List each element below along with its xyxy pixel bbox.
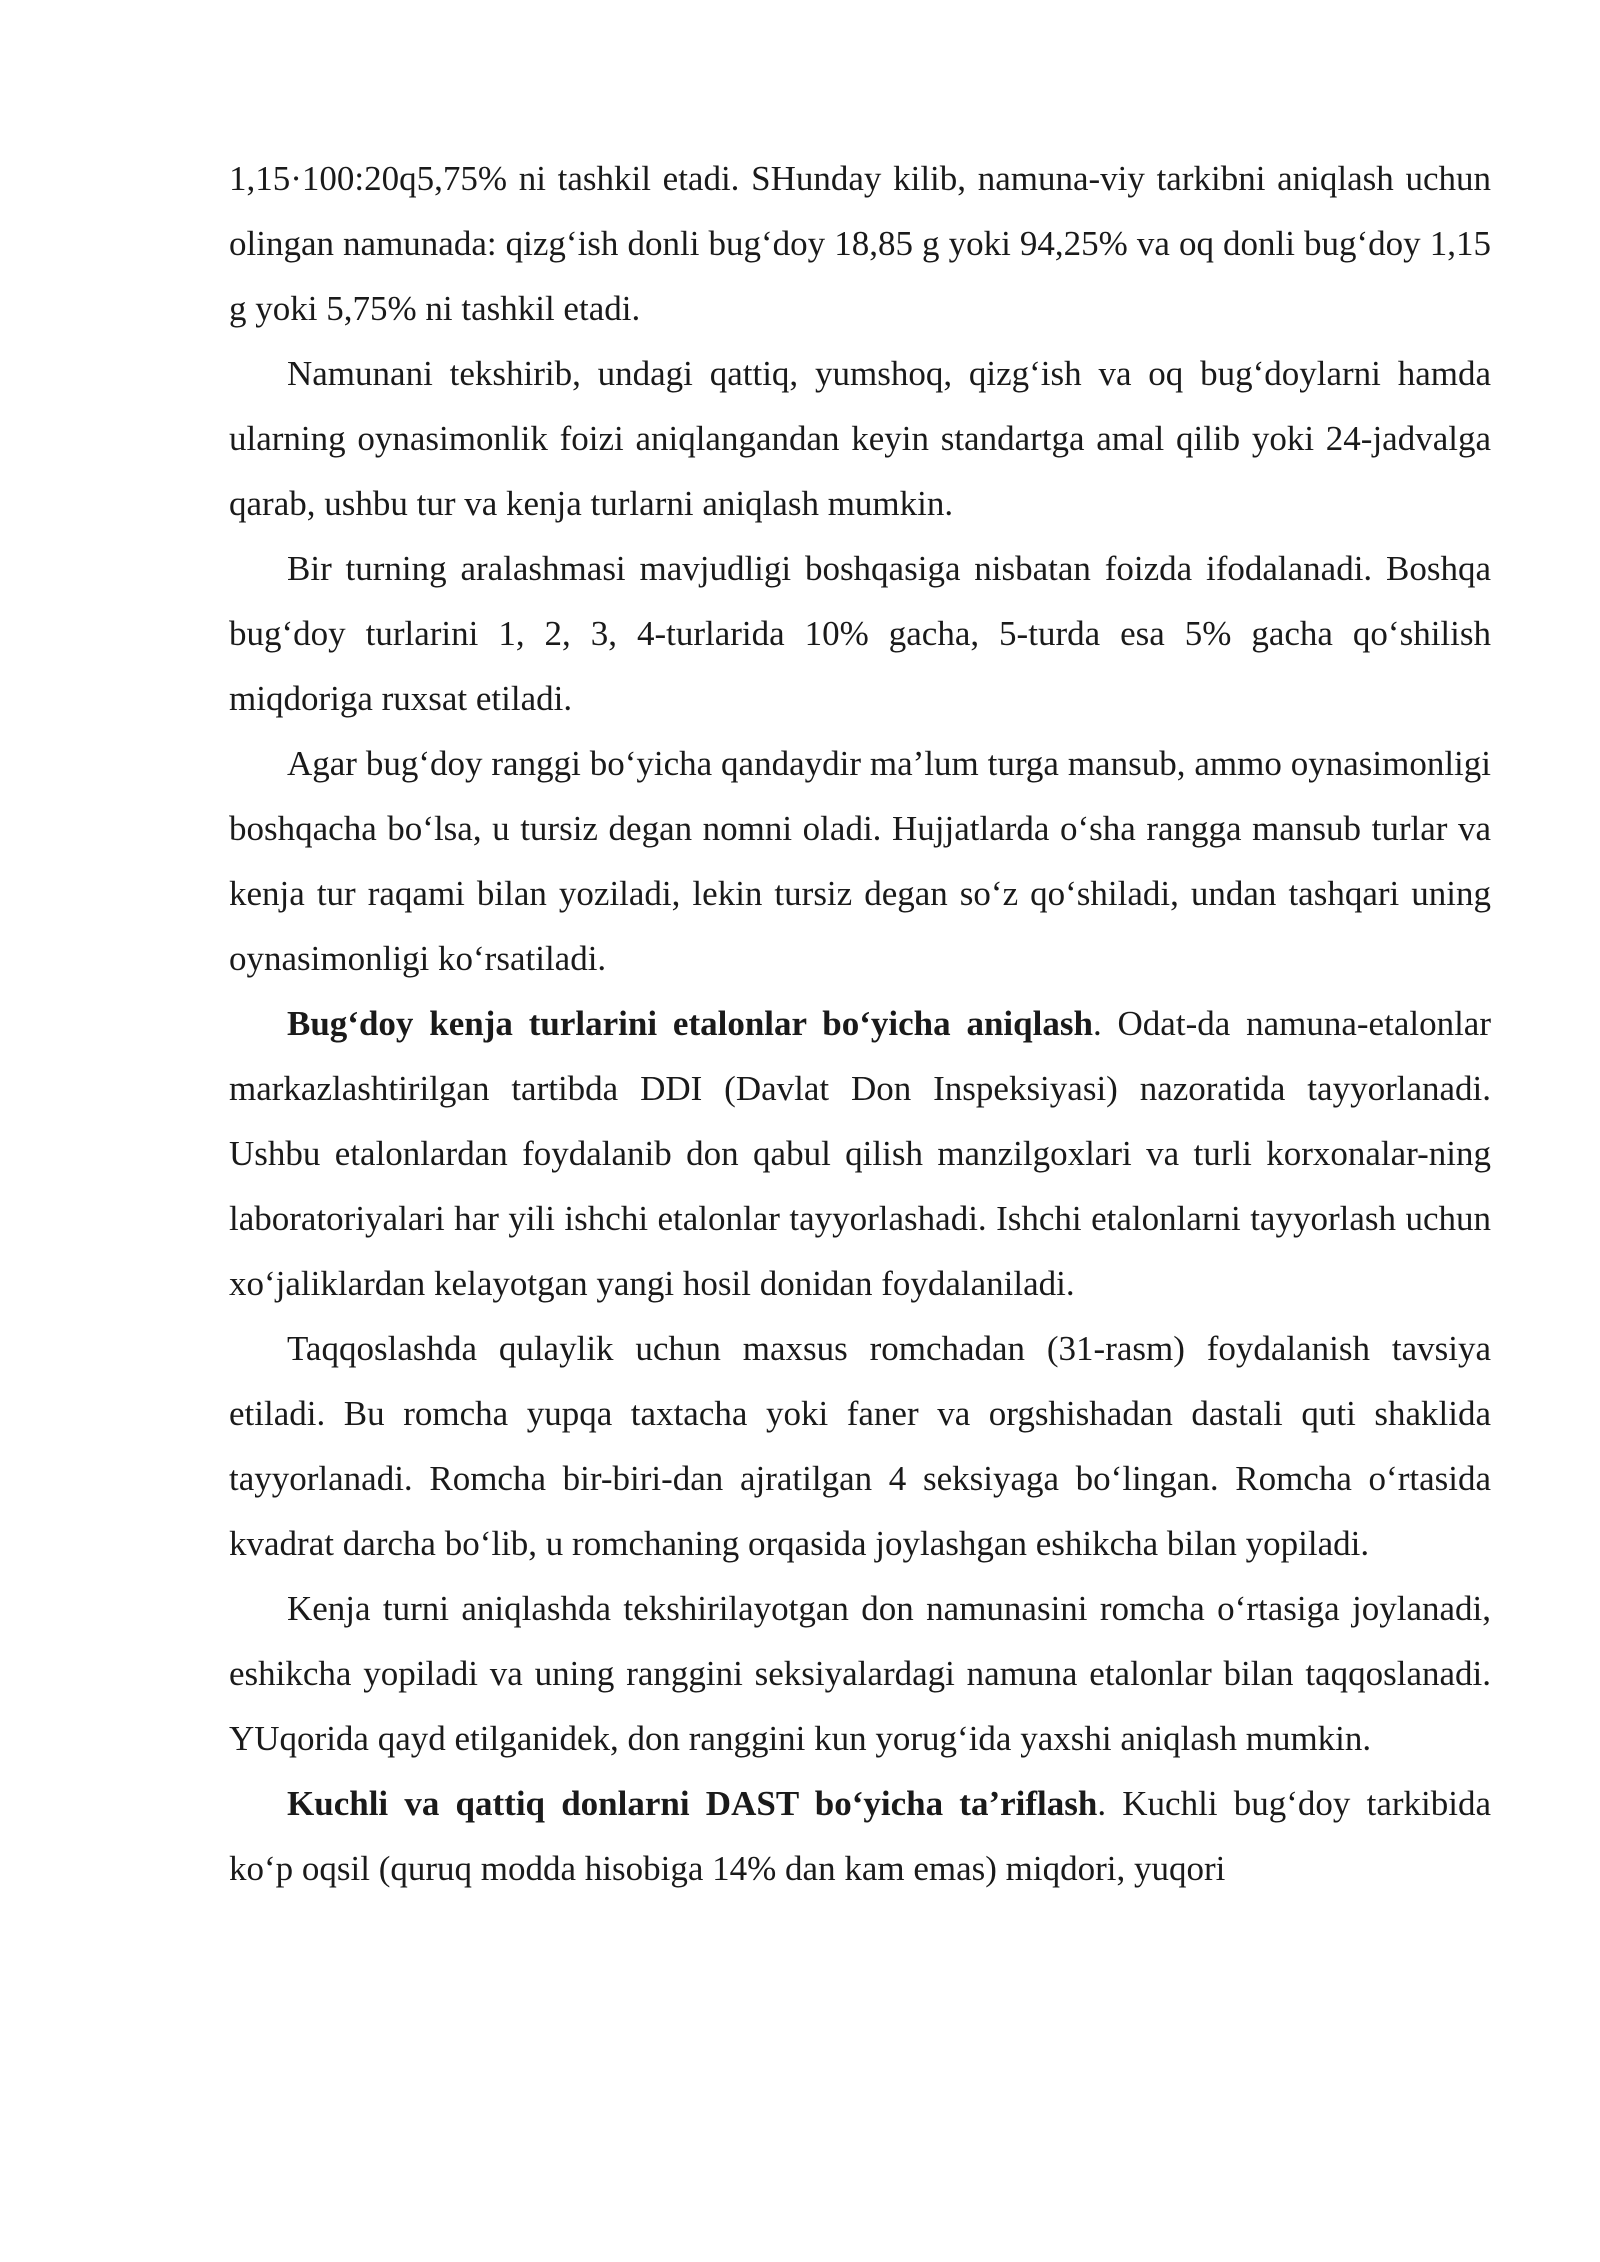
paragraph-romcha: [229, 1316, 1491, 1576]
paragraph-etalon-determination: [229, 991, 1491, 1316]
paragraph-text: . Kuchli bug‘doy tarkibida ko‘p oqsil (quruq modda hisobiga 14% dan kam emas) miqdori, yuqori: [229, 1784, 1492, 1888]
paragraph-mixture-percentage: [229, 536, 1491, 731]
paragraph-heading: Bug‘doy kenja turlarini etalonlar bo‘yicha aniqlash: [287, 1004, 1093, 1043]
paragraph-heading: Kuchli va qattiq donlarni DAST bo‘yicha ta’riflash: [287, 1784, 1098, 1823]
paragraph-text: Taqqoslashda qulaylik uchun maxsus romchadan (31-rasm) foydalanish tavsiya etiladi. Bu romcha yupqa taxtacha yoki faner va orgshishadan dastali quti shaklida tayyorlanadi. Romcha bir-biri-dan ajratilgan 4 seksiyaga bo‘lingan. Romcha o‘rtasida kvadrat darcha bo‘lib, u romchaning orqasida joylashgan eshikcha bilan yopiladi.: [229, 1329, 1491, 1563]
document-page: [229, 146, 1491, 1901]
paragraph-text: Bir turning aralashmasi mavjudligi boshqasiga nisbatan foizda ifodalanadi. Boshqa bug‘doy turlarini 1, 2, 3, 4-turlarida 10% gacha, 5-turda esa 5% gacha qo‘shilish miqdoriga ruxsat etiladi.: [229, 549, 1491, 718]
paragraph-tursiz: [229, 731, 1491, 991]
paragraph-standard-determination: [229, 341, 1491, 536]
paragraph-comparison: [229, 1576, 1491, 1771]
paragraph-text: Namunani tekshirib, undagi qattiq, yumshoq, qizg‘ish va oq bug‘doylarni hamda ularning oynasimonlik foizi aniqlangandan keyin standartga amal qilib yoki 24-jadvalga qarab, ushbu tur va kenja turlarni aniqlash mumkin.: [229, 354, 1491, 523]
paragraph-continuation: [229, 146, 1491, 341]
paragraph-text: . Odat-da namuna-etalonlar markazlashtirilgan tartibda DDI (Davlat Don Inspeksiyasi) nazoratida tayyorlanadi. Ushbu etalonlardan foydalanib don qabul qilish manzilgoxlari va turli korxonalar-ning laboratoriyalari har yili ishchi etalonlar tayyorlashadi. Ishchi etalonlarni tayyorlash uchun xo‘jaliklardan kelayotgan yangi hosil donidan foydalaniladi.: [229, 1004, 1491, 1303]
paragraph-text: 1,15·100:20q5,75% ni tashkil etadi. SHunday kilib, namuna-viy tarkibni aniqlash uchun olingan namunada: qizg‘ish donli bug‘doy 18,85 g yoki 94,25% va oq donli bug‘doy 1,15 g yoki 5,75% ni tashkil etadi.: [229, 159, 1491, 328]
paragraph-text: Kenja turni aniqlashda tekshirilayotgan don namunasini romcha o‘rtasiga joylanadi, eshikcha yopiladi va uning ranggini seksiyalardagi namuna etalonlar bilan taqqoslanadi. YUqorida qayd etilganidek, don ranggini kun yorug‘ida yaxshi aniqlash mumkin.: [229, 1589, 1491, 1758]
paragraph-text: Agar bug‘doy ranggi bo‘yicha qandaydir ma’lum turga mansub, ammo oynasimonligi boshqacha bo‘lsa, u tursiz degan nomni oladi. Hujjatlarda o‘sha rangga mansub turlar va kenja tur raqami bilan yoziladi, lekin tursiz degan so‘z qo‘shiladi, undan tashqari uning oynasimonligi ko‘rsatiladi.: [229, 744, 1491, 978]
paragraph-strong-hard-grain: [229, 1771, 1491, 1901]
